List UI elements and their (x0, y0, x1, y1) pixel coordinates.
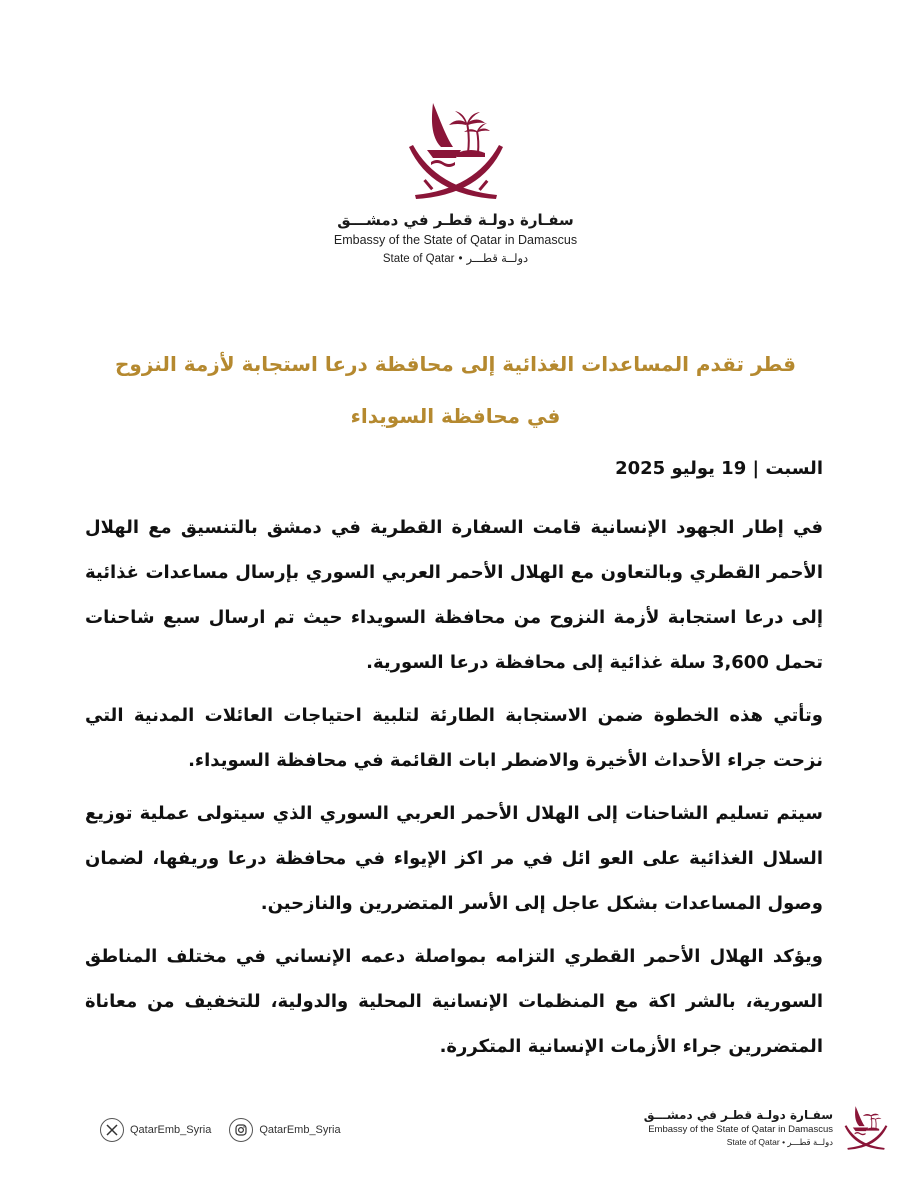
state-line (0, 251, 911, 265)
headline-line-2: في محافظة السويداء (350, 404, 561, 428)
instagram-link[interactable] (229, 1118, 340, 1142)
x-link[interactable] (100, 1118, 211, 1142)
state-name-arabic: دولــة قطـــر (466, 253, 529, 265)
paragraph: ويؤكد الهلال الأحمر القطري التزامه بمواصلة دعمه الإنساني في مختلف المناطق السورية، بالشر اكة مع المنظمات الإنسانية المحلية والدولية، للتخفيف من معاناة المتضررين جراء الأزمات الإنسانية المتكررة. (85, 946, 823, 1057)
x-icon (100, 1118, 124, 1142)
footer-embassy-english: Embassy of the State of Qatar in Damascus (648, 1123, 833, 1135)
x-handle: QatarEmb_Syria (130, 1124, 212, 1136)
qatar-emblem-icon (841, 1100, 891, 1155)
headline-line-1: قطر تقدم المساعدات الغذائية إلى محافظة درعا استجابة لأزمة النزوح (114, 352, 796, 376)
footer-state-line (644, 1137, 833, 1148)
footer-embassy-arabic: سفـارة دولـة قطـر في دمشـــق (643, 1107, 833, 1122)
embassy-name-arabic: سفـارة دولـة قطـر في دمشـــق (337, 211, 574, 229)
footer-state-separator: • (782, 1136, 786, 1147)
letterhead (0, 95, 911, 265)
embassy-name-english: Embassy of the State of Qatar in Damascus (333, 233, 578, 247)
qatar-emblem-icon (401, 95, 511, 205)
state-separator: • (458, 253, 463, 265)
article-body (85, 505, 823, 1077)
paragraph: في إطار الجهود الإنسانية قامت السفارة القطرية في دمشق بالتنسيق مع الهلال الأحمر القطري وبالتعاون مع الهلال الأحمر العربي السوري بإرسال مساعدات غذائية إلى درعا استجابة لأزمة النزوح من محافظة السويداء حيث تم ارسال سبع شاحنات تحمل 3,600 سلة غذائية إلى محافظة درعا السورية. (85, 517, 823, 673)
publication-date: السبت | 19 يوليو 2025 (615, 458, 823, 479)
footer-state-english: State of Qatar (726, 1136, 780, 1147)
social-links (100, 1118, 341, 1142)
state-name-english: State of Qatar (382, 253, 455, 265)
paragraph: وتأتي هذه الخطوة ضمن الاستجابة الطارئة لتلبية احتياجات العائلات المدنية التي نزحت جراء الأحداث الأخيرة والاضطر ابات القائمة في محافظة السويداء. (85, 705, 823, 771)
footer-state-arabic: دولــة قطـــر (787, 1136, 833, 1147)
footer-logo (644, 1100, 891, 1155)
paragraph: سيتم تسليم الشاحنات إلى الهلال الأحمر العربي السوري الذي سيتولى عملية توزيع السلال الغذائية على العو ائل في مر اكز الإيواء في محافظة درعا وريفها، لضمان وصول المساعدات بشكل عاجل إلى الأسر المتضررين والنازحين. (85, 803, 823, 914)
instagram-icon (229, 1118, 253, 1142)
instagram-handle: QatarEmb_Syria (259, 1124, 341, 1136)
